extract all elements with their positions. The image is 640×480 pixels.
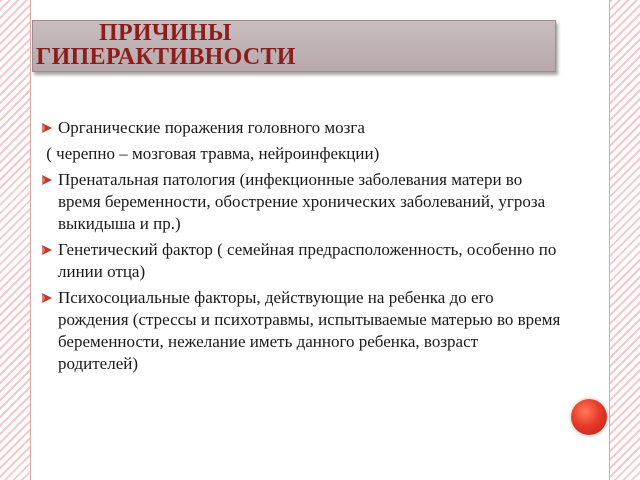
diamond-arrow-bullet-icon (42, 239, 56, 261)
right-frame-line (609, 0, 610, 480)
bullet-text: Пренатальная патология (инфекционные заболевания матери во время беременности, обострение хронических заболеваний, угроза выкидыша и пр.) (58, 170, 546, 233)
title-box (32, 20, 556, 72)
diamond-arrow-bullet-icon (42, 169, 56, 191)
red-circle-icon (571, 399, 607, 435)
slide-title-line2: ГИПЕРАКТИВНОСТИ (36, 44, 296, 70)
bullet-text: Генетический фактор ( семейная предрасположенность, особенно по линии отца) (58, 240, 557, 281)
plain-line-subnote: ( черепно – мозговая травма, нейроинфекции) (42, 144, 380, 163)
bullet-item-organic (42, 117, 562, 139)
diamond-arrow-bullet-icon (42, 117, 56, 139)
bullet-text: Органические поражения головного мозга (58, 118, 365, 137)
diamond-arrow-bullet-icon (42, 287, 56, 309)
bullet-item-prenatal (42, 169, 562, 235)
slide-title (36, 21, 556, 69)
slide-body (42, 117, 562, 375)
bullet-item-genetic (42, 239, 562, 283)
bullet-item-psychosocial (42, 287, 562, 375)
slide-title-line1: ПРИЧИНЫ (99, 20, 232, 46)
left-decorative-stripes (0, 0, 30, 480)
bullet-text: Психосоциальные факторы, действующие на ребенка до его рождения (стрессы и психотравмы, испытываемые матерью во время беременности, нежелание иметь данного ребенка, возраст родителей) (58, 288, 561, 373)
right-decorative-stripes (610, 0, 640, 480)
